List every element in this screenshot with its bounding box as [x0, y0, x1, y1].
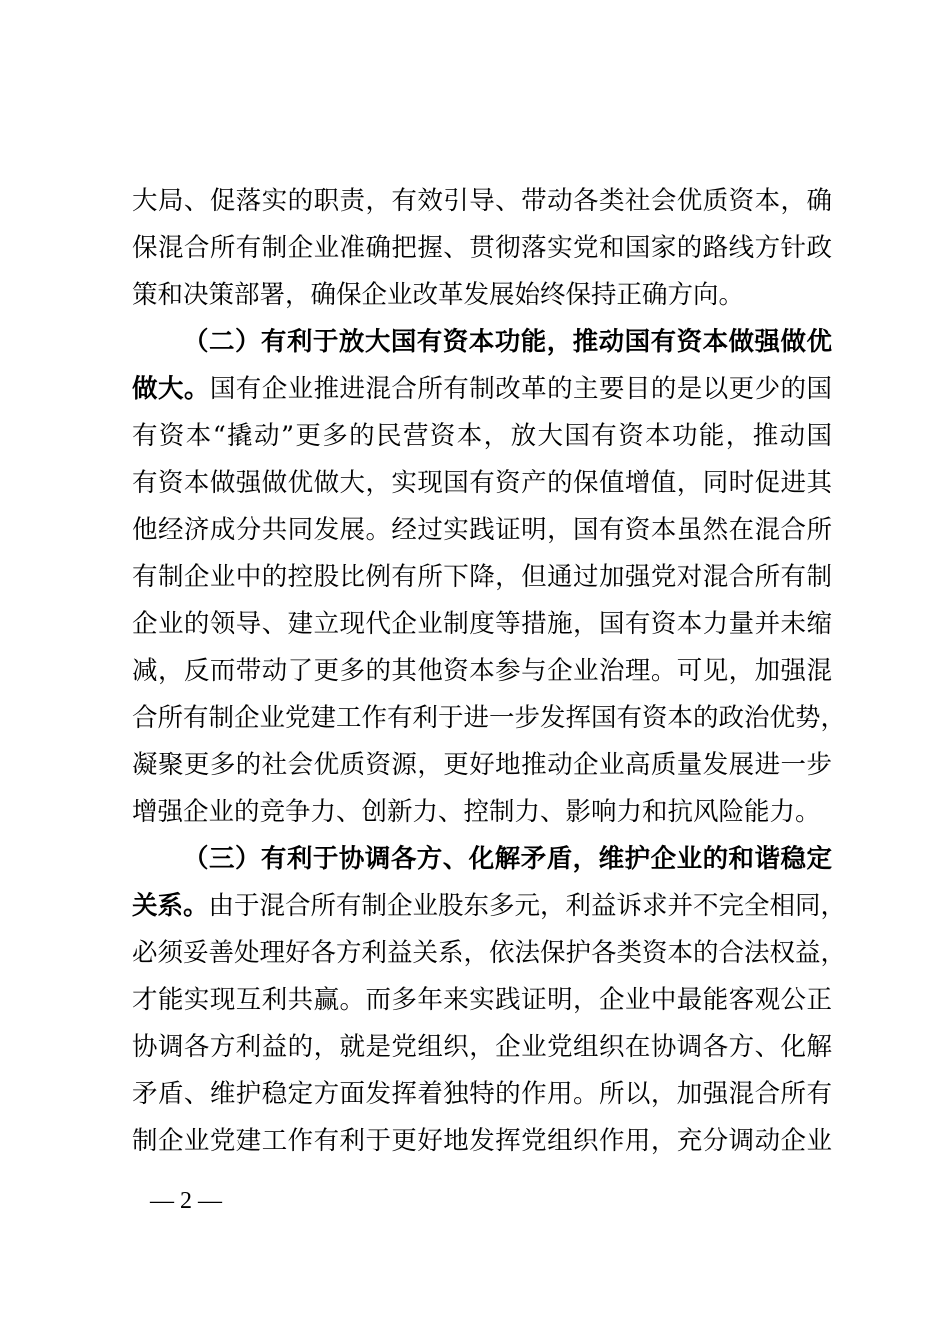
paragraph-intro: [132, 178, 832, 319]
text-line: 保混合所有制企业准确把握、贯彻落实党和国家的路线方针政: [132, 233, 832, 263]
paragraph-section-3: [132, 836, 847, 1165]
text-line: 有资本“撬动”更多的民营资本，放大国有资本功能，推动国: [132, 421, 832, 451]
text-line: 凝聚更多的社会优质资源，更好地推动企业高质量发展进一步: [132, 750, 832, 780]
section-heading: （二）有利于放大国有资本功能，推动国有资本做强做优: [183, 327, 832, 357]
text-line: 策和决策部署，确保企业改革发展始终保持正确方向。: [132, 280, 745, 310]
text-line: 必须妥善处理好各方利益关系，依法保护各类资本的合法权益，: [132, 938, 847, 968]
text-line: [132, 883, 847, 930]
text-line: [132, 366, 832, 413]
section-heading-end: 做大。: [132, 374, 210, 404]
section-body-start: 国有企业推进混合所有制改革的主要目的是以更少的国: [209, 374, 832, 404]
text-line: 他经济成分共同发展。经过实践证明，国有资本虽然在混合所: [132, 515, 832, 545]
text-line: 减，反而带动了更多的其他资本参与企业治理。可见，加强混: [132, 656, 832, 686]
text-line: 制企业党建工作有利于更好地发挥党组织作用，充分调动企业: [132, 1126, 832, 1156]
text-line: 协调各方利益的，就是党组织，企业党组织在协调各方、化解: [132, 1032, 832, 1062]
text-line: 矛盾、维护稳定方面发挥着独特的作用。所以，加强混合所有: [132, 1079, 832, 1109]
text-line: 增强企业的竞争力、创新力、控制力、影响力和抗风险能力。: [132, 797, 821, 827]
text-line: 有资本做强做优做大，实现国有资产的保值增值，同时促进其: [132, 468, 832, 498]
paragraph-section-2: [132, 319, 847, 836]
document-body: [132, 178, 847, 1165]
text-line: 才能实现互利共赢。而多年来实践证明，企业中最能客观公正: [132, 985, 832, 1015]
page-number: — 2 —: [150, 1188, 222, 1214]
text-line: 有制企业中的控股比例有所下降，但通过加强党对混合所有制: [132, 562, 832, 592]
section-body-start: 由于混合所有制企业股东多元，利益诉求并不完全相同，: [208, 891, 847, 921]
text-line: 企业的领导、建立现代企业制度等措施，国有资本力量并未缩: [132, 609, 832, 639]
text-line: 大局、促落实的职责，有效引导、带动各类社会优质资本，确: [132, 186, 832, 216]
section-heading: （三）有利于协调各方、化解矛盾，维护企业的和谐稳定: [183, 844, 832, 874]
text-line: 合所有制企业党建工作有利于进一步发挥国有资本的政治优势，: [132, 703, 847, 733]
section-heading-end: 关系。: [132, 891, 209, 921]
